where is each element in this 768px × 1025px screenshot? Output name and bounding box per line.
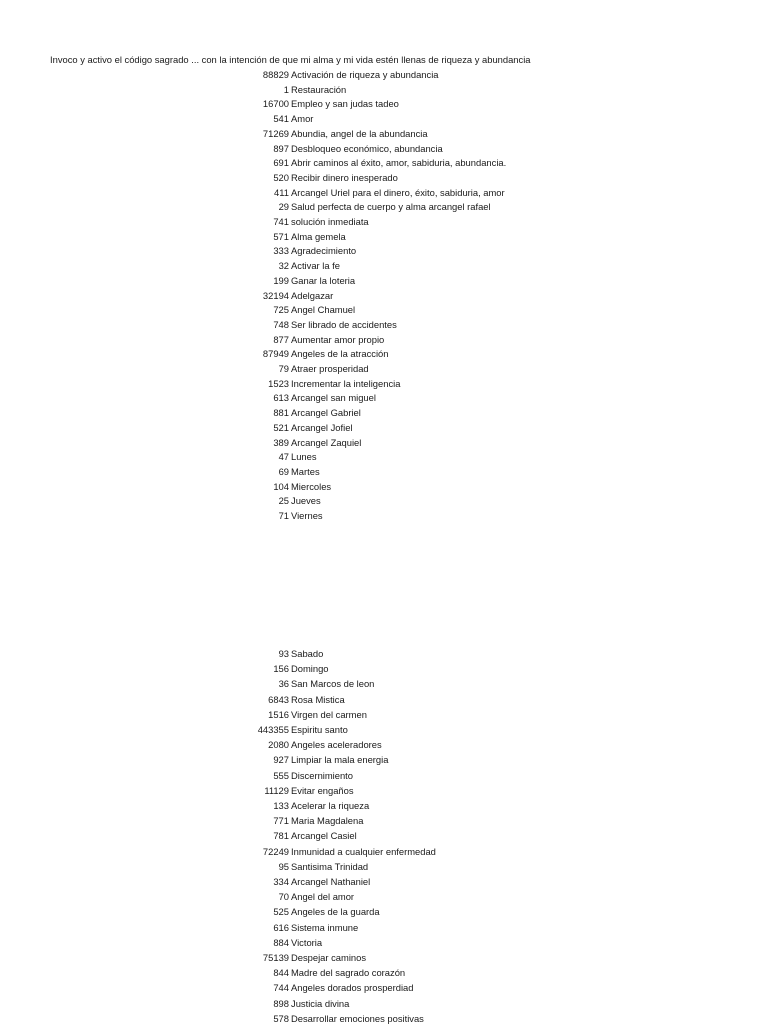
code-row xyxy=(0,245,768,257)
code-number: 79 xyxy=(278,363,289,374)
code-number: 725 xyxy=(273,304,289,316)
code-number: 781 xyxy=(273,830,289,842)
code-label: Discernimiento xyxy=(291,769,353,781)
code-number: 87949 xyxy=(262,348,289,360)
code-label: Madre del sagrado corazón xyxy=(291,967,406,979)
code-label: Miercoles xyxy=(291,480,332,492)
code-row xyxy=(0,216,768,228)
code-row xyxy=(0,407,768,419)
code-label: Atraer prosperidad xyxy=(291,363,369,374)
code-number: 389 xyxy=(273,436,289,448)
code-label: Inmunidad a cualquier enfermedad xyxy=(291,845,436,857)
code-row xyxy=(0,724,768,736)
code-label: Desarrollar emociones positivas xyxy=(291,1012,424,1024)
code-row xyxy=(0,830,768,842)
code-label: Empleo y san judas tadeo xyxy=(291,98,399,110)
code-number: 70 xyxy=(278,891,289,903)
code-row xyxy=(0,952,768,964)
code-label: Recibir dinero inesperado xyxy=(291,171,398,183)
code-row xyxy=(0,69,768,81)
code-number: 744 xyxy=(273,982,289,994)
code-row xyxy=(0,304,768,316)
code-row xyxy=(0,800,768,812)
code-label: Ser librado de accidentes xyxy=(291,318,397,330)
code-label: Aumentar amor propio xyxy=(291,333,385,345)
code-number: 443355 xyxy=(257,724,289,735)
code-number: 1 xyxy=(283,83,289,95)
code-row xyxy=(0,937,768,949)
code-number: 47 xyxy=(278,451,289,463)
code-number: 75139 xyxy=(262,952,289,963)
code-number: 2080 xyxy=(268,739,289,751)
code-label: Arcangel san miguel xyxy=(291,392,376,404)
code-label: Angeles aceleradores xyxy=(291,739,382,751)
code-label: Sistema inmune xyxy=(291,921,359,933)
code-row xyxy=(0,785,768,797)
code-row xyxy=(0,906,768,918)
code-number: 95 xyxy=(278,860,289,872)
code-label: Arcangel Nathaniel xyxy=(291,876,371,887)
code-label: Arcangel Jofiel xyxy=(291,421,353,433)
code-label: Rosa Mistica xyxy=(291,693,345,705)
code-row xyxy=(0,754,768,766)
code-row xyxy=(0,846,768,858)
code-row xyxy=(0,694,768,706)
code-number: 334 xyxy=(273,876,289,887)
code-row xyxy=(0,709,768,721)
code-row xyxy=(0,876,768,888)
code-row xyxy=(0,172,768,184)
code-label: Activar la fe xyxy=(291,260,340,272)
code-row xyxy=(0,466,768,478)
code-label: Angeles de la atracción xyxy=(291,348,389,360)
code-row xyxy=(0,815,768,827)
code-number: 72249 xyxy=(262,845,289,857)
code-number: 32 xyxy=(278,260,289,272)
code-row xyxy=(0,982,768,994)
code-label: Despejar caminos xyxy=(291,952,367,963)
code-row xyxy=(0,422,768,434)
code-row xyxy=(0,922,768,934)
code-row xyxy=(0,451,768,463)
code-row xyxy=(0,348,768,360)
code-label: Espiritu santo xyxy=(291,724,348,735)
code-label: Angeles dorados prosperdiad xyxy=(291,982,414,994)
code-row xyxy=(0,128,768,140)
code-number: 93 xyxy=(278,648,289,659)
code-number: 877 xyxy=(273,333,289,345)
code-row xyxy=(0,260,768,272)
code-label: Maria Magdalena xyxy=(291,815,364,827)
code-number: 571 xyxy=(273,230,289,242)
code-label: Angel Chamuel xyxy=(291,304,356,316)
code-row xyxy=(0,967,768,979)
code-row xyxy=(0,113,768,125)
code-label: Arcangel Zaquiel xyxy=(291,436,362,448)
code-number: 844 xyxy=(273,967,289,979)
code-label: Evitar engaños xyxy=(291,784,354,796)
code-row xyxy=(0,157,768,169)
code-label: Justicia divina xyxy=(291,997,350,1009)
code-number: 898 xyxy=(273,997,289,1009)
code-number: 741 xyxy=(273,216,289,227)
code-row xyxy=(0,1013,768,1025)
code-number: 616 xyxy=(273,921,289,933)
code-row xyxy=(0,739,768,751)
code-row xyxy=(0,648,768,660)
code-row xyxy=(0,290,768,302)
code-label: Ganar la loteria xyxy=(291,274,356,286)
code-row xyxy=(0,143,768,155)
code-number: 133 xyxy=(273,800,289,811)
code-label: Sabado xyxy=(291,648,324,659)
code-label: Alma gemela xyxy=(291,230,346,242)
code-row xyxy=(0,891,768,903)
code-label: San Marcos de leon xyxy=(291,678,375,690)
code-row xyxy=(0,678,768,690)
code-row xyxy=(0,275,768,287)
code-number: 555 xyxy=(273,769,289,781)
code-number: 88829 xyxy=(262,69,289,80)
code-label: Angeles de la guarda xyxy=(291,906,380,918)
code-row xyxy=(0,201,768,213)
code-row xyxy=(0,510,768,522)
code-number: 613 xyxy=(273,392,289,404)
code-label: Victoria xyxy=(291,936,323,948)
code-number: 1523 xyxy=(268,377,289,389)
code-number: 541 xyxy=(273,113,289,125)
code-label: Desbloqueo económico, abundancia xyxy=(291,142,443,154)
code-number: 69 xyxy=(278,465,289,477)
code-number: 71 xyxy=(278,510,289,521)
code-row xyxy=(0,998,768,1010)
code-row xyxy=(0,770,768,782)
code-number: 25 xyxy=(278,495,289,507)
code-number: 691 xyxy=(273,157,289,169)
code-number: 881 xyxy=(273,407,289,419)
code-label: solución inmediata xyxy=(291,216,369,227)
document-heading: Invoco y activo el código sagrado ... con la intención de que mi alma y mi vida estén llenas de riqueza y abundancia xyxy=(50,54,531,65)
code-row xyxy=(0,319,768,331)
code-number: 411 xyxy=(274,186,289,198)
code-label: Viernes xyxy=(291,510,323,521)
code-label: Martes xyxy=(291,465,320,477)
code-row xyxy=(0,481,768,493)
code-row xyxy=(0,84,768,96)
code-row xyxy=(0,363,768,375)
code-label: Santisima Trinidad xyxy=(291,860,369,872)
code-row xyxy=(0,495,768,507)
code-label: Arcangel Gabriel xyxy=(291,407,361,419)
code-row xyxy=(0,231,768,243)
code-label: Salud perfecta de cuerpo y alma arcangel rafael xyxy=(291,201,491,213)
code-row xyxy=(0,437,768,449)
code-label: Arcangel Uriel para el dinero, éxito, sabiduria, amor xyxy=(291,186,505,198)
code-number: 521 xyxy=(273,421,289,433)
code-number: 520 xyxy=(273,171,289,183)
code-label: Incrementar la inteligencia xyxy=(291,377,401,389)
code-row xyxy=(0,378,768,390)
code-number: 36 xyxy=(278,678,289,690)
code-number: 927 xyxy=(273,754,289,766)
code-number: 525 xyxy=(273,906,289,918)
code-number: 11129 xyxy=(264,784,289,796)
code-label: Adelgazar xyxy=(291,289,334,301)
code-label: Acelerar la riqueza xyxy=(291,800,370,811)
code-label: Lunes xyxy=(291,451,317,463)
code-label: Limpiar la mala energia xyxy=(291,754,389,766)
code-number: 748 xyxy=(273,318,289,330)
code-label: Activación de riqueza y abundancia xyxy=(291,69,439,80)
code-row xyxy=(0,98,768,110)
code-number: 156 xyxy=(273,663,289,675)
code-number: 29 xyxy=(278,201,289,213)
code-label: Arcangel Casiel xyxy=(291,830,357,842)
code-label: Domingo xyxy=(291,663,329,675)
code-number: 578 xyxy=(273,1012,289,1024)
code-row xyxy=(0,392,768,404)
code-number: 6843 xyxy=(268,693,289,705)
code-number: 897 xyxy=(273,142,289,154)
code-number: 71269 xyxy=(262,127,289,139)
code-number: 32194 xyxy=(262,289,289,301)
code-label: Amor xyxy=(291,113,314,125)
code-number: 771 xyxy=(273,815,289,827)
code-number: 333 xyxy=(273,245,289,257)
code-number: 1516 xyxy=(268,708,289,720)
code-row xyxy=(0,861,768,873)
code-number: 199 xyxy=(273,274,289,286)
code-row xyxy=(0,663,768,675)
code-label: Agradecimiento xyxy=(291,245,357,257)
code-number: 104 xyxy=(273,480,289,492)
code-label: Virgen del carmen xyxy=(291,708,367,720)
code-number: 16700 xyxy=(262,98,289,110)
code-label: Restauración xyxy=(291,83,347,95)
code-label: Jueves xyxy=(291,495,321,507)
code-label: Angel del amor xyxy=(291,891,355,903)
code-label: Abrir caminos al éxito, amor, sabiduria, abundancia. xyxy=(291,157,507,169)
code-row xyxy=(0,187,768,199)
code-row xyxy=(0,334,768,346)
code-label: Abundia, angel de la abundancia xyxy=(291,127,428,139)
code-number: 884 xyxy=(273,936,289,948)
